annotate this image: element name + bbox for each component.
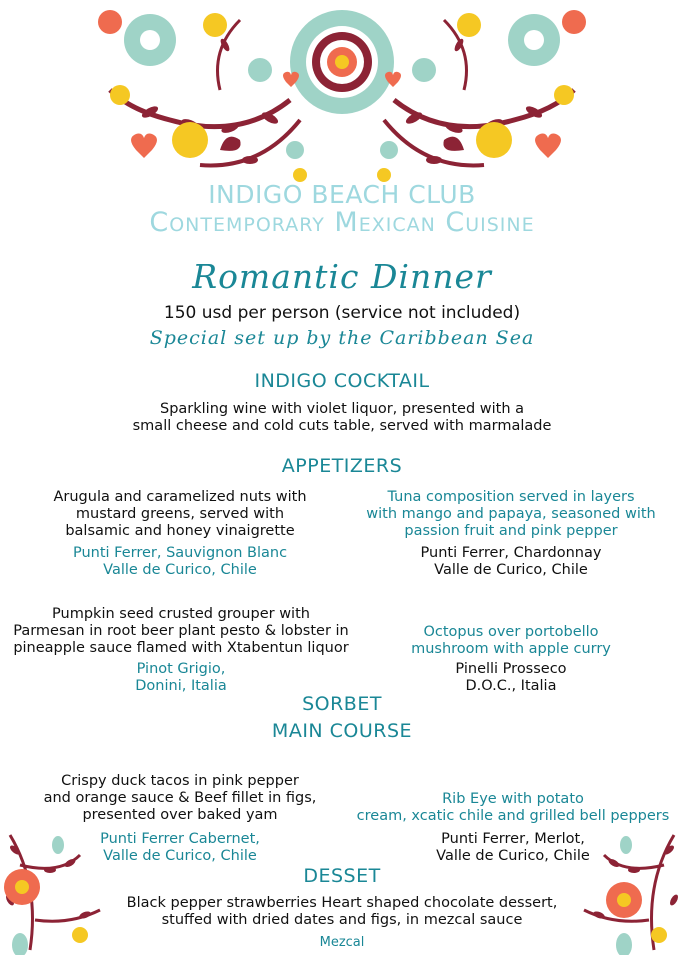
wine-line: Punti Ferrer, Merlot, — [441, 831, 585, 847]
cocktail-description-line-1: Sparkling wine with violet liquor, presented with a — [159, 401, 525, 417]
center-medallion-icon — [290, 10, 394, 114]
dessert-heading: DESSET — [303, 865, 381, 887]
wine-line: Valle de Curico, Chile — [103, 848, 257, 864]
second-left-wine — [0, 661, 362, 695]
main-left-line: and orange sauce & Beef fillet in figs, — [43, 790, 317, 806]
sorbet-heading: SORBET — [302, 693, 382, 715]
appetizer-left-line: balsamic and honey vinaigrette — [65, 523, 295, 539]
second-left-description — [0, 606, 362, 657]
wine-line: Punti Ferrer, Sauvignon Blanc — [72, 545, 288, 561]
floral-crown-decoration — [90, 0, 594, 185]
second-right-description — [356, 624, 666, 658]
second-left-line: pineapple sauce flamed with Xtabentun liquor — [13, 640, 349, 656]
wine-line: Valle de Curico, Chile — [434, 562, 588, 578]
cocktail-description-line-2: small cheese and cold cuts table, served with marmalade — [132, 418, 552, 434]
appetizer-right-line: with mango and papaya, seasoned with — [366, 506, 656, 522]
main-right-line: Rib Eye with potato — [442, 791, 584, 807]
appetizer-right-line: passion fruit and pink pepper — [404, 523, 618, 539]
wine-line: Valle de Curico, Chile — [436, 848, 590, 864]
wine-line: D.O.C., Italia — [465, 678, 557, 694]
main-left-wine — [10, 831, 350, 865]
menu-subtitle: Special set up by the Caribbean Sea — [149, 327, 535, 349]
appetizer-left-line: Arugula and caramelized nuts with — [53, 489, 307, 505]
second-right-line: Octopus over portobello — [423, 624, 599, 640]
appetizer-left-wine — [10, 545, 350, 579]
second-left-line: Parmesan in root beer plant pesto & lobster in — [13, 623, 349, 639]
wine-line: Pinot Grigio, — [136, 661, 226, 677]
main-right-wine — [346, 831, 680, 865]
main-left-line: presented over baked yam — [82, 807, 278, 823]
appetizer-right-description — [346, 489, 676, 540]
appetizer-right-line: Tuna composition served in layers — [387, 489, 635, 505]
wine-line: Valle de Curico, Chile — [103, 562, 257, 578]
wine-line: Donini, Italia — [135, 678, 227, 694]
dessert-description-line-2: stuffed with dried dates and figs, in mezcal sauce — [161, 912, 523, 928]
wine-line: Punti Ferrer Cabernet, — [100, 831, 260, 847]
appetizers-heading: APPETIZERS — [281, 455, 403, 477]
price-line: 150 usd per person (service not included) — [163, 303, 521, 323]
main-left-description — [10, 773, 350, 824]
main-left-line: Crispy duck tacos in pink pepper — [61, 773, 299, 789]
cocktail-heading: INDIGO COCKTAIL — [254, 370, 430, 392]
second-right-line: mushroom with apple curry — [411, 641, 611, 657]
main-right-description — [346, 791, 680, 825]
appetizer-left-description — [10, 489, 350, 540]
club-name: INDIGO BEACH CLUB — [208, 180, 476, 209]
main-course-heading: MAIN COURSE — [271, 720, 413, 742]
dessert-description-line-1: Black pepper strawberries Heart shaped chocolate dessert, — [126, 895, 558, 911]
cuisine-title: Contemporary Mexican Cuisine — [149, 207, 535, 238]
dessert-drink: Mezcal — [319, 935, 365, 950]
wine-line: Pinelli Prosseco — [455, 661, 567, 677]
second-right-wine — [356, 661, 666, 695]
wine-line: Punti Ferrer, Chardonnay — [420, 545, 602, 561]
appetizer-left-line: mustard greens, served with — [75, 506, 285, 522]
second-left-line: Pumpkin seed crusted grouper with — [52, 606, 310, 622]
appetizer-right-wine — [346, 545, 676, 579]
main-right-line: cream, xcatic chile and grilled bell peppers — [356, 808, 670, 824]
menu-title: Romantic Dinner — [192, 257, 492, 296]
